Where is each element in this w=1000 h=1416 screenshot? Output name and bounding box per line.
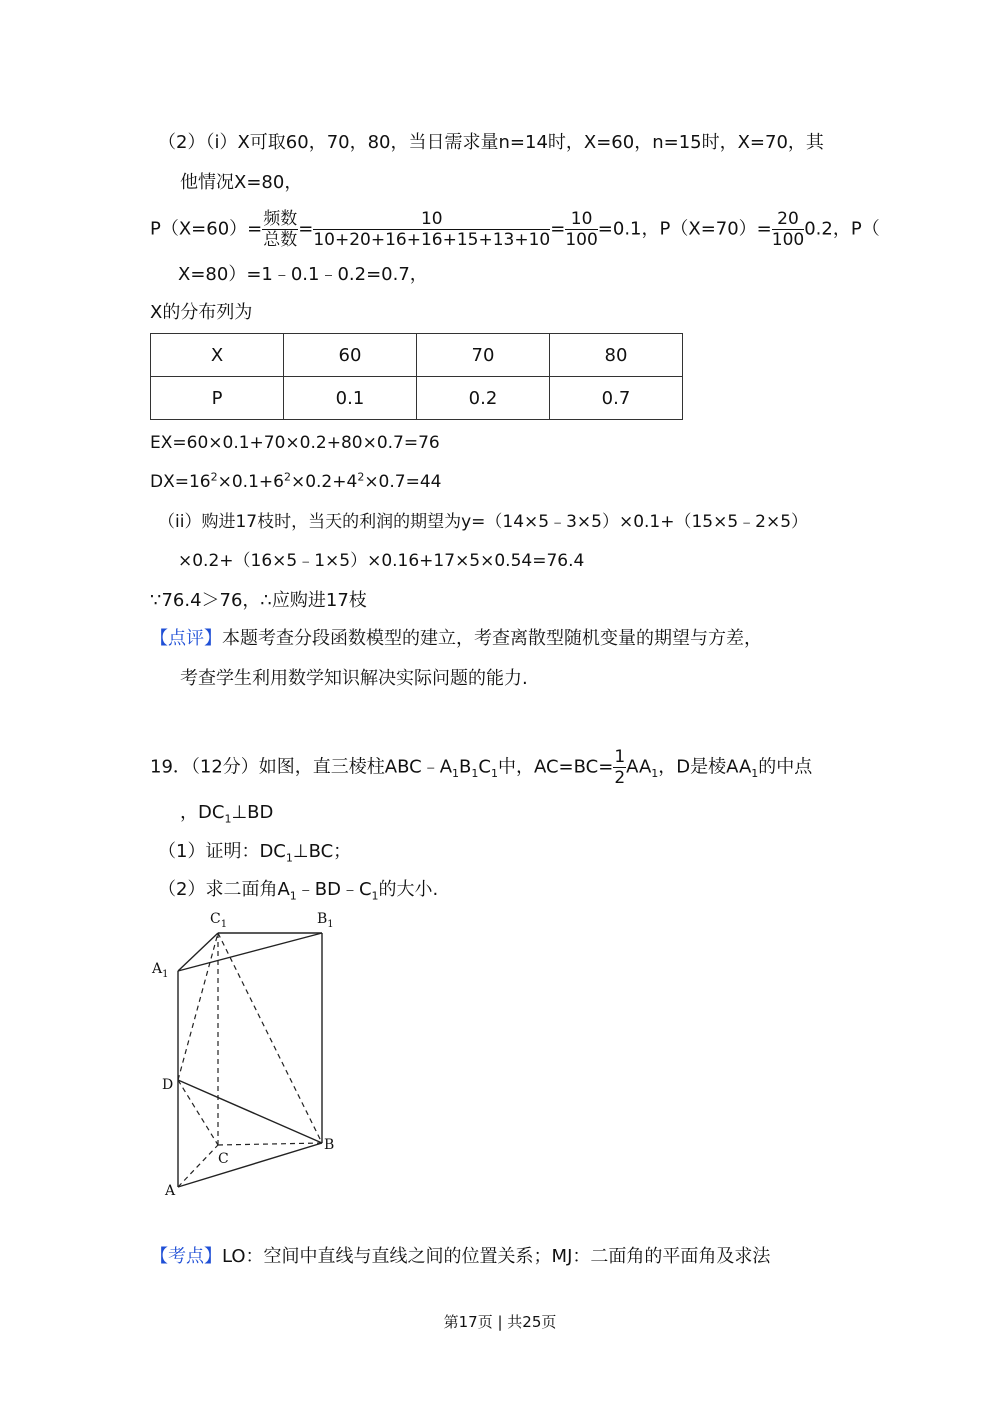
expectation-line: EX=60×0.1+70×0.2+80×0.7=76: [150, 433, 440, 453]
profit-line2: ×0.2+（16×5﹣1×5）×0.16+17×5×0.54=76.4: [178, 551, 585, 571]
variance-part: DX=16: [150, 472, 211, 492]
variance-part: ×0.7=44: [364, 472, 442, 492]
review-tag: 【点评】: [150, 628, 222, 649]
subscript: 1: [490, 767, 498, 781]
formula-middle: =0.1，P（X=70）=: [597, 218, 772, 240]
table-cell: 80: [550, 334, 683, 377]
edge-dc1-hidden: [178, 933, 218, 1080]
fraction-denominator: 2: [614, 768, 626, 788]
table-cell: 0.2: [417, 377, 550, 420]
edge-c1b-hidden: [218, 933, 322, 1143]
subscript: 1: [289, 889, 297, 903]
fraction-10-100: [565, 210, 597, 249]
variance-part: ×0.2+4: [290, 472, 358, 492]
fraction-numerator: 1: [614, 747, 626, 767]
q19-text: C: [478, 756, 491, 778]
q19-text: 19．（12分）如图，直三棱柱ABC﹣A: [150, 756, 453, 778]
label-b1: $B_1$: [317, 911, 334, 930]
q19-text: B: [459, 756, 472, 778]
label-c: C: [218, 1151, 229, 1167]
review-line1: [150, 626, 762, 652]
fraction-numerator: 10: [565, 210, 597, 230]
subscript: 1: [651, 767, 659, 781]
q19-text: ⊥BD: [231, 802, 274, 823]
subscript: 1: [471, 767, 479, 781]
variance-part: ×0.1+6: [217, 472, 284, 492]
q19-text: ⊥BC；: [292, 841, 352, 862]
variance-line: [150, 469, 441, 495]
fraction-denominator: 10+20+16+16+15+13+10: [313, 230, 551, 250]
page-footer: 第17页 | 共25页: [443, 1313, 557, 1331]
distribution-title: X的分布列为: [150, 302, 253, 323]
q19-text: ，D是棱AA: [658, 756, 752, 778]
review-text: 本题考查分段函数模型的建立，考查离散型随机变量的期望与方差，: [222, 628, 762, 649]
part2-line1: （2）（i）X可取60，70，80，当日需求量n=14时，X=60，n=15时，X=70，其: [158, 132, 824, 153]
edge-dc-hidden: [178, 1080, 218, 1145]
q19-part2: [158, 877, 438, 903]
table-row: [151, 334, 683, 377]
table-cell: 0.1: [284, 377, 417, 420]
table-cell: P: [151, 377, 284, 420]
edge-cb-hidden: [218, 1143, 322, 1145]
edge-db: [178, 1080, 322, 1143]
q19-line2: [180, 800, 273, 826]
probability-formula: [150, 210, 880, 249]
fraction-denominator: 总数: [263, 230, 298, 250]
review-line2: 考查学生利用数学知识解决实际问题的能力.: [180, 668, 528, 689]
fraction-20-100: [772, 210, 804, 249]
profit-line1: （ii）购进17枝时，当天的利润的期望为y=（14×5﹣3×5）×0.1+（15×5﹣2×5）: [158, 512, 809, 532]
part2-line2: 他情况X=80，: [180, 172, 303, 193]
q19-text: （2）求二面角A: [158, 879, 290, 900]
fraction-numerator: 频数: [263, 209, 298, 229]
q19-text: 中，AC=BC=: [497, 756, 614, 778]
prism-figure: [150, 905, 360, 1205]
label-c1: $C_1$: [210, 911, 228, 930]
conclusion-line: ∵76.4＞76，∴应购进17枝: [150, 590, 367, 611]
exponent: 2: [357, 470, 365, 484]
q19-line1: [150, 748, 812, 787]
label-b: B: [324, 1137, 335, 1153]
table-cell: 60: [284, 334, 417, 377]
equals-sign: =: [298, 218, 314, 240]
q19-text: （1）证明：DC: [158, 841, 286, 862]
subscript: 1: [751, 767, 759, 781]
q19-text: ，DC: [180, 802, 225, 823]
equals-sign: =: [550, 218, 566, 240]
q19-text: AA: [626, 756, 652, 778]
q19-part1: [158, 839, 351, 865]
fraction-denominator: 100: [771, 230, 805, 250]
exponent: 2: [210, 470, 218, 484]
fraction-one-half: [613, 748, 626, 787]
label-a1: $A_1$: [152, 961, 169, 980]
table-cell: 0.7: [550, 377, 683, 420]
subscript: 1: [371, 889, 379, 903]
subscript: 1: [285, 851, 293, 865]
q19-text: 的中点: [758, 756, 813, 778]
subscript: 1: [452, 767, 460, 781]
fraction-numerator: 10: [313, 210, 550, 230]
part2-line4: X=80）=1﹣0.1﹣0.2=0.7，: [178, 264, 428, 285]
table-cell: 70: [417, 334, 550, 377]
fraction-numerator: 20: [772, 210, 804, 230]
formula-prefix: P（X=60）=: [150, 218, 263, 240]
fraction-count-sum: [313, 210, 550, 249]
formula-tail: 0.2，P（: [804, 218, 880, 240]
table-cell: X: [151, 334, 284, 377]
subscript: 1: [224, 812, 232, 826]
kaodian-tag: 【考点】: [150, 1246, 222, 1267]
edge-a1b1: [178, 933, 322, 971]
label-a: A: [165, 1183, 176, 1199]
label-d: D: [162, 1077, 174, 1093]
distribution-table: [150, 333, 683, 420]
fraction-freq-total: [262, 210, 298, 249]
table-row: [151, 377, 683, 420]
exponent: 2: [283, 470, 291, 484]
q19-text: ﹣BD﹣C: [296, 879, 372, 900]
kaodian-text: LO：空间中直线与直线之间的位置关系；MJ：二面角的平面角及求法: [222, 1246, 771, 1267]
kaodian-line: [150, 1244, 770, 1270]
fraction-denominator: 100: [565, 230, 598, 250]
q19-text: 的大小.: [378, 879, 439, 900]
